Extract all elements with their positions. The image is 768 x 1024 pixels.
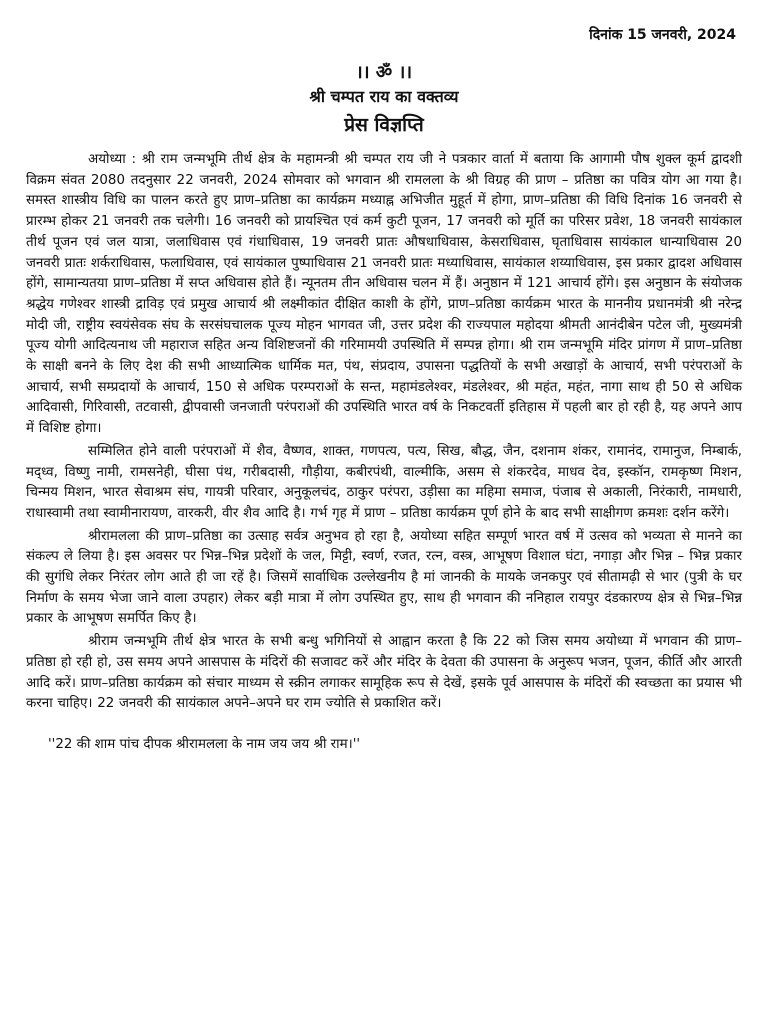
paragraph-appeal: श्रीराम जन्मभूमि तीर्थ क्षेत्र भारत के सभी बन्धु भगिनियों से आह्वान करता है कि 22 को जिस समय अयोध्या में भगवान की प्राण–प्रतिष्ठा हो रही हो, उस समय अपने आसपास के मंदिरों की सजावट करें और मंदिर के देवता की उपासना के अनुरूप भजन, पूजन, कीर्ति और आरती आदि करें। प्राण–प्रतिष्ठा कार्यक्रम को संचार माध्यम से स्क्रीन लगाकर सामूहिक रूप से देखें, इसके पूर्व आसपास के मंदिरों की स्वच्छता का प्रयास भी करना चाहिए। 22 जनवरी की सायंकाल अपने–अपने घर राम ज्योति से प्रकाशित करें। [26, 634, 742, 712]
statement-subject: श्री चम्पत राय का वक्तव्य [309, 87, 459, 106]
paragraph-nationwide-enthusiasm: श्रीरामलला की प्राण–प्रतिष्ठा का उत्साह सर्वत्र अनुभव हो रहा है, अयोध्या सहित सम्पूर्ण भारत वर्ष में उत्सव को भव्यता से मानने का संकल्प ले लिया है। इस अवसर पर भिन्न–भिन्न प्रदेशों के जल, मिट्टी, स्वर्ण, रजत, रत्न, वस्त्र, आभूषण विशाल घंटा, नगाड़ा और भिन्न – भिन्न प्रकार की सुगंधि लेकर निरंतर लोग आते ही जा रहें है। जिसमें सार्वाधिक उल्लेखनीय है मां जानकी के मायके जनकपुर एवं सीतामढ़ी से भार (पुत्री के घर निर्माण के समय भेजा जाने वाला उपहार) लेकर बड़ी मात्रा में लोग उपस्थित हुए, साथ ही भगवान की ननिहाल रायपुर दंडकारण्य क्षेत्र से भिन्न–भिन्न प्रकार के आभूषण समर्पित किए है। [26, 528, 742, 627]
paragraph-participating-traditions: सम्मिलित होने वाली परंपराओं में शैव, वैष्णव, शाक्त, गणपत्य, पत्य, सिख, बौद्ध, जैन, दशनाम शंकर, रामानंद, रामानुज, निम्बार्क, मद्ध्व, विष्णु नामी, रामसनेही, घीसा पंथ, गरीबदासी, गौड़ीया, कबीरपंथी, वाल्मीकि, असम से शंकरदेव, माधव देव, इस्कॉन, रामकृष्ण मिशन, चिन्मय मिशन, भारत सेवाश्रम संघ, गायत्री परिवार, अनुकूलचंद, ठाकुर परंपरा, उड़ीसा का महिमा समाज, पंजाब से अकाली, निरंकारी, नामधारी, राधास्वामी तथा स्वामीनारायण, वारकरी, वीर शैव आदि है। गर्भ गृह में प्राण – प्रतिष्ठा कार्यक्रम पूर्ण होने के बाद सभी साक्षीगण क्रमशः दर्शन करेंगे। [26, 443, 742, 521]
closing-quote: ''22 की शाम पांच दीपक श्रीरामलला के नाम जय जय श्री राम।'' [48, 736, 361, 752]
press-release-body [26, 150, 742, 715]
press-release-heading: प्रेस विज्ञप्ति [344, 114, 424, 136]
release-date: दिनांक 15 जनवरी, 2024 [589, 27, 736, 43]
om-invocation: ।। ॐ ।। [355, 62, 413, 83]
paragraph-programme-details: अयोध्या : श्री राम जन्मभूमि तीर्थ क्षेत्र के महामन्त्री श्री चम्पत राय जी ने पत्रकार वार्ता में बताया कि आगामी पौष शुक्ल कूर्म द्वादशी विक्रम संवत 2080 तदनुसार 22 जनवरी, 2024 सोमवार को भगवान श्री रामलला के श्री विग्रह की प्राण – प्रतिष्ठा का पवित्र योग आ गया है। समस्त शास्त्रीय विधि का पालन करते हुए प्राण–प्रतिष्ठा का कार्यक्रम मध्याह्न अभिजीत मुहूर्त में होगा, प्राण–प्रतिष्ठा की विधि दिनांक 16 जनवरी से प्रारम्भ होकर 21 जनवरी तक चलेगी। 16 जनवरी को प्रायश्चित एवं कर्म कुटी पूजन, 17 जनवरी को मूर्ति का परिसर प्रवेश, 18 जनवरी सायंकाल तीर्थ पूजन एवं जल यात्रा, जलाधिवास एवं गंधाधिवास, 19 जनवरी प्रातः औषधाधिवास, केसराधिवास, घृताधिवास सायंकाल धान्याधिवास 20 जनवरी प्रातः शर्कराधिवास, फलाधिवास, एवं सायंकाल पुष्पाधिवास 21 जनवरी प्रातः मध्याधिवास, सायंकाल शय्याधिवास, इस प्रकार द्वादश अधिवास होंगे, सामान्यतया प्राण–प्रतिष्ठा में सप्त अधिवास होते हैं। न्यूनतम तीन अधिवास चलन में हैं। अनुष्ठान में 121 आचार्य होंगे। इस अनुष्ठान के संयोजक श्रद्धेय गणेश्वर शास्त्री द्राविड़ एवं प्रमुख आचार्य श्री लक्ष्मीकांत दीक्षित काशी के होंगे, प्राण–प्रतिष्ठा कार्यक्रम भारत के माननीय प्रधानमंत्री श्री नरेन्द्र मोदी जी, राष्ट्रीय स्वयंसेवक संघ के सरसंघचालक पूज्य मोहन भागवत जी, उत्तर प्रदेश की राज्यपाल महोदया श्रीमती आनंदीबेन पटेल जी, मुख्यमंत्री पूज्य योगी आदित्यनाथ जी महाराज सहित अन्य विशिष्टजनों की गरिमामयी उपस्थिति में सम्पन्न होगा। श्री राम जन्मभूमि मंदिर प्रांगण में प्राण–प्रतिष्ठा के साक्षी बनने के लिए देश की सभी आध्यात्मिक धार्मिक मत, पंथ, संप्रदाय, उपासना पद्धतियों के सभी अखाड़ों के आचार्य, सभी परंपराओं के आचार्य, सभी सम्प्रदायों के आचार्य, 150 से अधिक परम्पराओं के सन्त, महामंडलेश्वर, मंडलेश्वर, श्री महंत, महंत, नागा साथ ही 50 से अधिक आदिवासी, गिरिवासी, तटवासी, द्वीपवासी जनजाती परंपराओं की उपस्थिति भारत वर्ष के निकटवर्ती इतिहास में पहली बार हो रही है, यह अपने आप में विशिष्ट होगा। [26, 152, 742, 437]
